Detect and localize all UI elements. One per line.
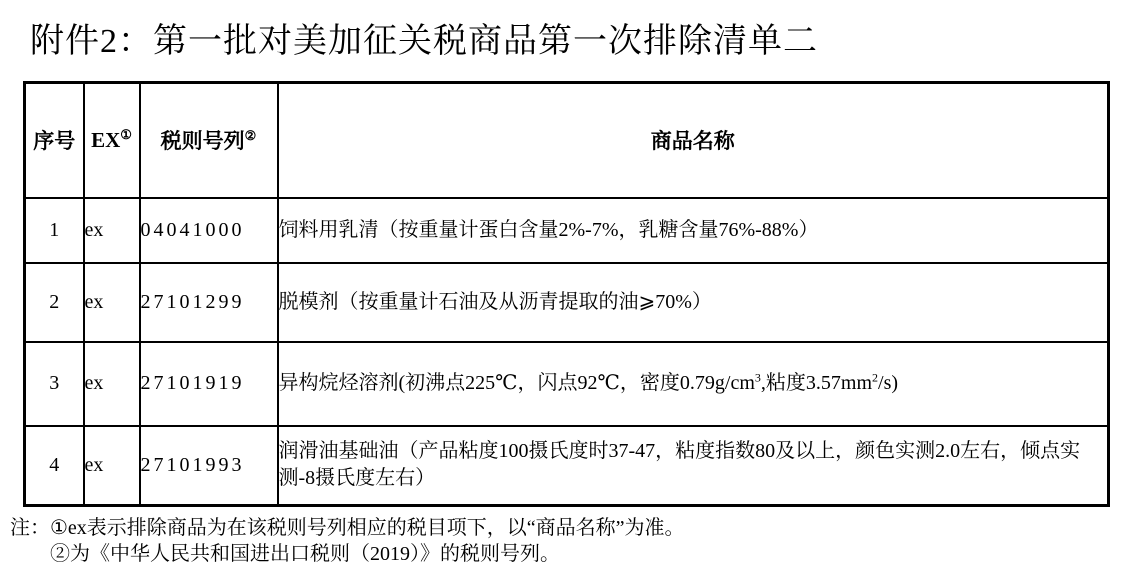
table-row (25, 342, 1109, 426)
footnotes-label: 注： (10, 517, 50, 539)
ex-cell: ex (84, 342, 140, 426)
serial-number-cell: 4 (25, 426, 84, 506)
ex-cell: ex (84, 263, 140, 342)
footnotes-lines (50, 515, 685, 567)
serial-number-cell: 3 (25, 342, 84, 426)
table-row (25, 263, 1109, 342)
exclusion-list-table (23, 81, 1110, 507)
product-name-cell: 润滑油基础油（产品粘度100摄氏度时37-47，粘度指数80及以上，颜色实测2.0左右，倾点实测-8摄氏度左右） (278, 426, 1109, 506)
ex-cell: ex (84, 198, 140, 263)
header-tariff-code (140, 83, 278, 198)
footnotes (10, 515, 1126, 567)
product-name-cell: 脱模剂（按重量计石油及从沥青提取的油⩾70%） (278, 263, 1109, 342)
header-serial-number: 序号 (25, 83, 84, 198)
page-title: 附件2：第一批对美加征关税商品第一次排除清单二 (30, 23, 818, 60)
tariff-code-cell: 27101993 (140, 426, 278, 506)
tariff-code-cell: 27101299 (140, 263, 278, 342)
tariff-code-cell: 27101919 (140, 342, 278, 426)
table-row (25, 198, 1109, 263)
footnote-ex-definition: ①ex表示排除商品为在该税则号列相应的税目项下，以“商品名称”为准。 (50, 517, 685, 539)
header-tariff-code-footnote-mark: ② (244, 128, 257, 144)
ex-cell: ex (84, 426, 140, 506)
header-product-name: 商品名称 (278, 83, 1109, 198)
product-name-cell: 异构烷烃溶剂(初沸点225℃，闪点92℃，密度$0.79g/cm^3$,粘度$3.57mm^2/s$) (278, 342, 1109, 426)
header-ex-text: EX (91, 128, 121, 153)
table-row (25, 426, 1109, 506)
serial-number-cell: 1 (25, 198, 84, 263)
footnote-tariff-source: ②为《中华人民共和国进出口税则（2019）》的税则号列。 (50, 543, 560, 565)
header-ex-footnote-mark: ① (120, 127, 132, 143)
header-ex (84, 83, 140, 198)
serial-number-cell: 2 (25, 263, 84, 342)
product-name-cell: 饲料用乳清（按重量计蛋白含量2%-7%，乳糖含量76%-88%） (278, 198, 1109, 263)
header-tariff-code-text: 税则号列 (160, 129, 245, 154)
tariff-code-cell: 04041000 (140, 198, 278, 263)
table-header-row (25, 83, 1109, 198)
